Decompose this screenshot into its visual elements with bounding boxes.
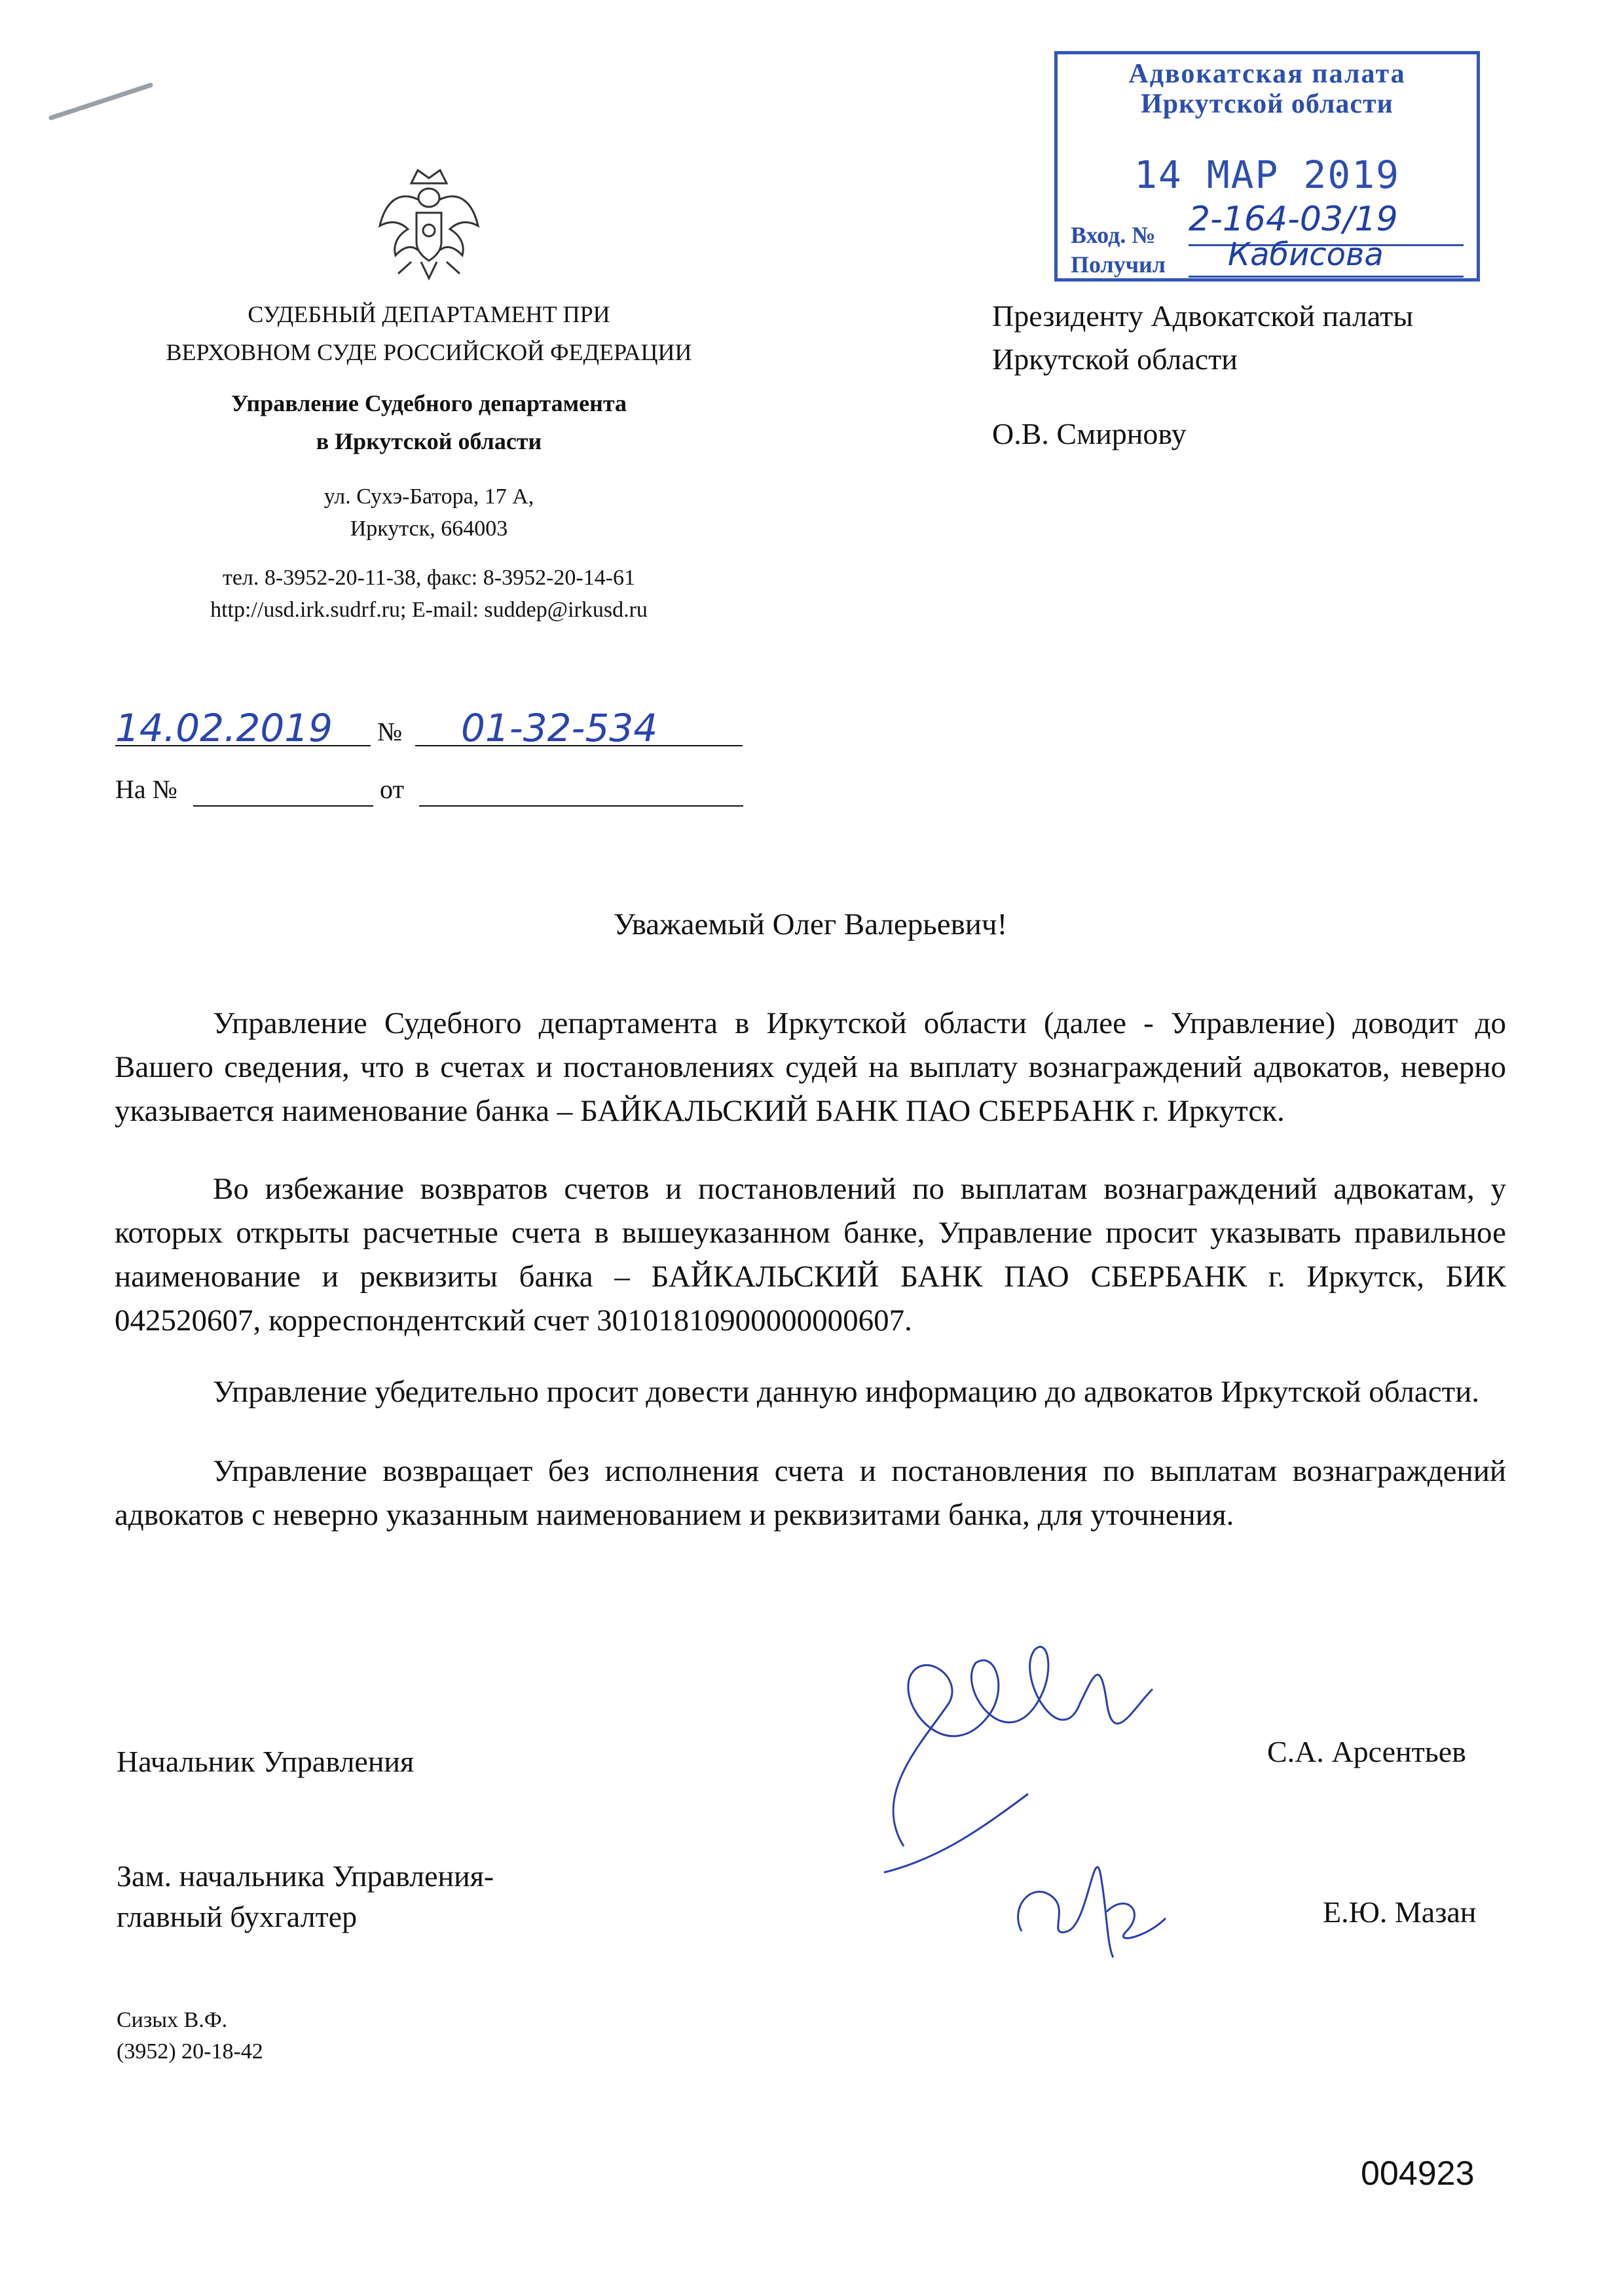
outgoing-date-field — [115, 706, 371, 750]
reply-prefix: На № — [115, 774, 177, 804]
addressee-line2: Иркутской области — [992, 342, 1238, 376]
greeting: Уважаемый Олег Валерьевич! — [613, 907, 1008, 941]
signer2-name: Е.Ю. Мазан — [1323, 1895, 1477, 1929]
reply-date-line — [419, 778, 743, 807]
paragraph-3: Управление убедительно просит довести данную информацию до адвокатов Иркутской области. — [213, 1375, 1480, 1409]
signer1-title: Начальник Управления — [117, 1745, 415, 1778]
reply-from-word: от — [380, 774, 404, 804]
paragraph-4: Управление возвращает без исполнения счета и постановления по выплатам вознаграждений адвокатов с неверно указанным наименованием и реквизитами банка, для уточнения. — [115, 1454, 1506, 1532]
stamp-in-number: 2-164-03/19 — [1189, 200, 1398, 239]
stamp-line1: Адвокатская палата — [1128, 59, 1406, 89]
stamp-received-label: Получил — [1071, 251, 1166, 278]
sender-web-email: http://usd.irk.sudrf.ru; E-mail: suddep@irkusd.ru — [210, 598, 648, 622]
stamp-received-line — [1189, 276, 1464, 278]
addressee-name: О.В. Смирнову — [992, 417, 1187, 450]
executor-phone: (3952) 20-18-42 — [117, 2039, 263, 2064]
outgoing-number-field — [415, 706, 743, 750]
incoming-stamp — [1054, 51, 1480, 282]
pen-mark — [46, 79, 157, 124]
signer2-title-line2: главный бухгалтер — [117, 1900, 358, 1933]
outgoing-date: 14.02.2019 — [115, 706, 333, 750]
stamp-date: 14 МАР 2019 — [1134, 153, 1401, 197]
paragraph-2: Во избежание возвратов счетов и постановлений по выплатам вознаграждений адвокатам, у которых открыты расчетные счета в вышеуказанном банке, Управление просит указывать правильное наименование и реквизиты банка – БАЙКАЛЬСКИЙ БАНК ПАО СБЕРБАНК г. Иркутск, БИК 042520607, корреспондентский счет 30101810900000000607. — [115, 1172, 1506, 1338]
sender-dept-line1: СУДЕБНЫЙ ДЕПАРТАМЕНТ ПРИ — [248, 301, 610, 327]
stamp-received-by: Кабисова — [1228, 236, 1384, 273]
outgoing-number: 01-32-534 — [461, 706, 658, 750]
addressee-line1: Президенту Адвокатской палаты — [992, 299, 1414, 333]
coat-of-arms-emblem — [372, 164, 487, 285]
paragraph-1: Управление Судебного департамента в Иркутской области (далее - Управление) доводит до Вашего сведения, что в счетах и постановлениях судей на выплату вознаграждений адвокатов, неверно указывается наименование банка – БАЙКАЛЬСКИЙ БАНК ПАО СБЕРБАНК г. Иркутск. — [115, 1006, 1506, 1128]
sender-office-line1: Управление Судебного департамента — [231, 390, 627, 416]
sender-dept-line2: ВЕРХОВНОМ СУДЕ РОССИЙСКОЙ ФЕДЕРАЦИИ — [166, 339, 692, 365]
signature-2-icon — [995, 1833, 1192, 1971]
reply-number-line — [193, 778, 373, 807]
signer1-name: С.А. Арсентьев — [1267, 1735, 1466, 1768]
stamp-line2: Иркутской области — [1141, 89, 1393, 119]
sender-address-line2: Иркутск, 664003 — [350, 517, 508, 541]
signer2-title-line1: Зам. начальника Управления- — [117, 1859, 494, 1893]
outgoing-number-sign: № — [377, 717, 403, 746]
stamp-in-label: Вход. № — [1071, 222, 1156, 248]
sender-phone: тел. 8-3952-20-11-38, факс: 8-3952-20-14-61 — [222, 566, 636, 590]
document-serial: 004923 — [1361, 2155, 1475, 2193]
sender-office-line2: в Иркутской области — [316, 428, 542, 454]
sender-address-line1: ул. Сухэ-Батора, 17 А, — [323, 484, 534, 509]
executor-name: Сизых В.Ф. — [117, 2008, 228, 2032]
